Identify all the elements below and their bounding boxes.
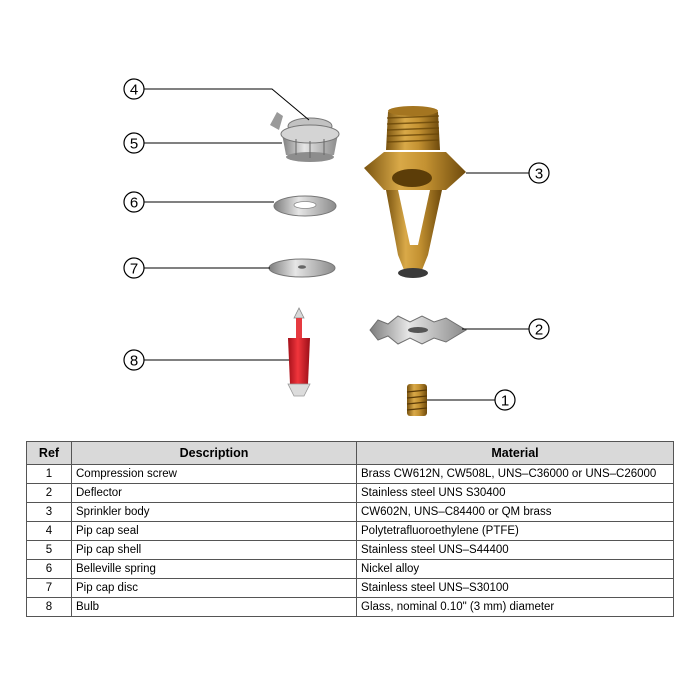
callout-number: 2 xyxy=(534,321,544,339)
column-header-description: Description xyxy=(72,442,357,465)
callout-1 xyxy=(495,390,515,410)
cell-ref: 7 xyxy=(27,579,72,598)
cell-material: Stainless steel UNS–S30100 xyxy=(357,579,674,598)
callout-number: 4 xyxy=(129,81,139,99)
cell-material: Stainless steel UNS S30400 xyxy=(357,484,674,503)
callout-3 xyxy=(529,163,549,183)
callout-number: 5 xyxy=(129,135,139,153)
cell-material: Polytetrafluoroethylene (PTFE) xyxy=(357,522,674,541)
column-header-material: Material xyxy=(357,442,674,465)
parts-table xyxy=(26,441,674,617)
cell-material: Glass, nominal 0.10" (3 mm) diameter xyxy=(357,598,674,617)
cell-ref: 1 xyxy=(27,465,72,484)
callout-number: 7 xyxy=(129,260,139,278)
cell-ref: 3 xyxy=(27,503,72,522)
table-row xyxy=(27,541,674,560)
callout-2 xyxy=(529,319,549,339)
cell-material: Brass CW612N, CW508L, UNS–C36000 or UNS–C26000 xyxy=(357,465,674,484)
callout-7 xyxy=(124,258,144,278)
cell-description: Deflector xyxy=(72,484,357,503)
cell-ref: 5 xyxy=(27,541,72,560)
cell-description: Compression screw xyxy=(72,465,357,484)
callout-number: 3 xyxy=(534,165,544,183)
callout-8 xyxy=(124,350,144,370)
callout-5 xyxy=(124,133,144,153)
compression-screw xyxy=(407,384,427,416)
table-row xyxy=(27,503,674,522)
cell-ref: 6 xyxy=(27,560,72,579)
pip-cap-disc xyxy=(269,259,335,277)
cell-ref: 2 xyxy=(27,484,72,503)
cell-material: Nickel alloy xyxy=(357,560,674,579)
glass-bulb xyxy=(288,308,310,396)
sprinkler-body xyxy=(364,106,466,278)
cell-description: Bulb xyxy=(72,598,357,617)
callout-number: 8 xyxy=(129,352,139,370)
cell-ref: 4 xyxy=(27,522,72,541)
table-row xyxy=(27,484,674,503)
cell-material: Stainless steel UNS–S44400 xyxy=(357,541,674,560)
deflector xyxy=(370,316,466,344)
table-row xyxy=(27,598,674,617)
pip-cap-shell xyxy=(281,125,339,162)
cell-material: CW602N, UNS–C84400 or QM brass xyxy=(357,503,674,522)
cell-description: Pip cap shell xyxy=(72,541,357,560)
belleville-spring xyxy=(274,196,336,216)
table-header-row xyxy=(27,442,674,465)
cell-description: Pip cap disc xyxy=(72,579,357,598)
callout-number: 6 xyxy=(129,194,139,212)
cell-description: Sprinkler body xyxy=(72,503,357,522)
leader-line-4 xyxy=(144,89,309,120)
callout-6 xyxy=(124,192,144,212)
column-header-ref: Ref xyxy=(27,442,72,465)
callout-4 xyxy=(124,79,144,99)
cell-ref: 8 xyxy=(27,598,72,617)
table-row xyxy=(27,579,674,598)
cell-description: Belleville spring xyxy=(72,560,357,579)
callout-number: 1 xyxy=(500,392,510,410)
cell-description: Pip cap seal xyxy=(72,522,357,541)
table-row xyxy=(27,522,674,541)
table-row xyxy=(27,560,674,579)
table-row xyxy=(27,465,674,484)
